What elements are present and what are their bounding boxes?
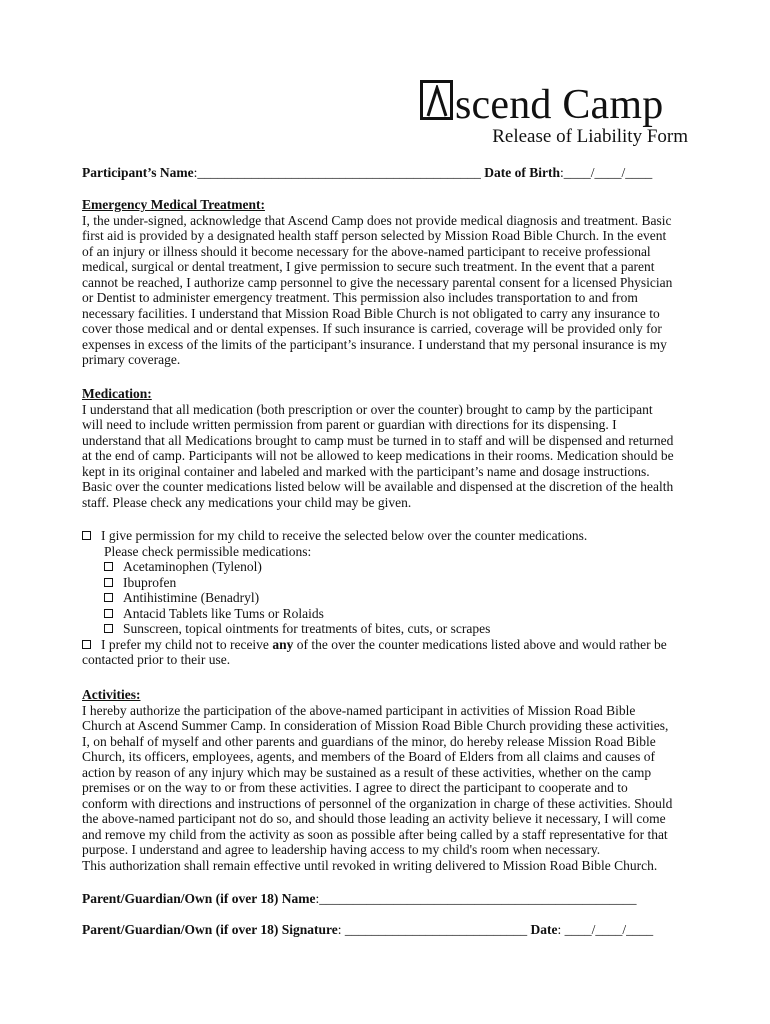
medication-line: understand that all Medications brought to camp must be turned in to staff and will be dispensed and returned xyxy=(82,432,674,448)
guardian-signature-label: Parent/Guardian/Own (if over 18) Signature xyxy=(82,922,338,937)
guardian-name-label: Parent/Guardian/Own (if over 18) Name xyxy=(82,891,316,906)
emergency-line: of an injury or illness should it become necessary for the above-named participant to receive professional xyxy=(82,243,651,259)
emergency-section xyxy=(82,197,692,368)
refuse-emphasis: any xyxy=(272,636,294,652)
antihistimine-checkbox[interactable] xyxy=(104,593,113,602)
refuse-text-start: I prefer my child not to receive xyxy=(101,636,273,652)
medication-line: at the end of camp. Participants will not be allowed to keep medications in their rooms. Medication should be xyxy=(82,448,674,463)
medication-line: will need to include written permission from parent or guardian with directions for its dispensing. I xyxy=(82,417,617,432)
medication-item xyxy=(82,621,692,637)
emergency-line: cover those medical and or dental expenses. If such insurance is carried, coverage will be provided only for xyxy=(82,321,662,336)
ascend-camp-logo xyxy=(420,74,663,126)
medication-heading: Medication: xyxy=(82,386,152,401)
medication-item-label: Antacid Tablets like Tums or Rolaids xyxy=(123,605,324,621)
medication-item-label: Sunscreen, topical ointments for treatments of bites, cuts, or scrapes xyxy=(123,621,491,636)
antacid-checkbox[interactable] xyxy=(104,609,113,618)
emergency-line: first aid is provided by a designated health staff person selected by Mission Road Bible Church. In the event xyxy=(82,228,667,243)
activities-line: Church at Ascend Summer Camp. In consideration of Mission Road Bible Church providing these activities, xyxy=(82,718,669,733)
permission-checkbox[interactable] xyxy=(82,531,91,540)
medication-item-label: Ibuprofen xyxy=(123,574,177,590)
medication-section xyxy=(82,386,692,510)
sunscreen-checkbox[interactable] xyxy=(104,624,113,633)
activities-line: I, on behalf of myself and other parents and guardians of the minor, do hereby release Mission Road Bible xyxy=(82,733,656,749)
acetaminophen-checkbox[interactable] xyxy=(104,562,113,571)
activities-line: conform with directions and instructions of personnel of the organization in charge of these activities. Should xyxy=(82,795,673,811)
medication-line: I understand that all medication (both prescription or over the counter) brought to camp by the participant xyxy=(82,401,653,417)
check-prompt: Please check permissible medications: xyxy=(104,543,312,559)
medication-item xyxy=(82,575,692,591)
medication-line: kept in its original container and labeled and marked with the participant’s name and dosage instructions. xyxy=(82,463,650,479)
medication-item-label: Antihistimine (Benadryl) xyxy=(123,590,260,605)
activities-line: and remove my child from the activity as soon as possible after being called by a staff representative for that xyxy=(82,826,668,842)
dob-label: Date of Birth xyxy=(484,165,560,180)
emergency-heading: Emergency Medical Treatment: xyxy=(82,197,265,212)
triangle-logo-icon xyxy=(420,80,453,120)
guardian-signature-field[interactable]: : ___________________________ xyxy=(337,922,531,937)
guardian-name-line xyxy=(82,891,692,907)
refuse-line-2: contacted prior to their use. xyxy=(82,652,231,667)
participant-name-label: Participant’s Name xyxy=(82,165,194,180)
medication-options xyxy=(82,528,692,668)
dob-field[interactable]: :____/____/____ xyxy=(559,165,653,180)
emergency-line: cannot be reached, I authorize camp personnel to give the necessary parental consent for a licensed Physician xyxy=(82,274,673,290)
medication-item xyxy=(82,559,692,575)
activities-line: This authorization shall remain effective until revoked in writing delivered to Mission Road Bible Church. xyxy=(82,857,658,873)
emergency-line: primary coverage. xyxy=(82,352,181,367)
refuse-checkbox[interactable] xyxy=(82,640,91,649)
activities-line: action by reason of any injury which may be sustained as a result of these activities, whether on the camp xyxy=(82,764,652,780)
ibuprofen-checkbox[interactable] xyxy=(104,578,113,587)
logo-text: scend Camp xyxy=(455,82,664,128)
emergency-line: I, the under-signed, acknowledge that Ascend Camp does not provide medical diagnosis and treatment. Basic xyxy=(82,212,672,228)
permission-option-label: I give permission for my child to receive the selected below over the counter medications. xyxy=(101,528,588,543)
activities-line: I hereby authorize the participation of the above-named participant in activities of Mission Road Bible xyxy=(82,702,636,718)
form-subtitle: Release of Liability Form xyxy=(492,126,688,147)
medication-item xyxy=(82,606,692,622)
emergency-line: expenses in excess of the limits of the participant’s insurance. I understand that my personal insurance is my xyxy=(82,336,667,352)
activities-line: premises or on the way to or from these activities. I agree to direct the participant to cooperate and to xyxy=(82,780,628,795)
activities-line: purpose. I understand and agree to leadership having access to my child's room when necessary. xyxy=(82,842,601,857)
guardian-date-field[interactable]: : ____/____/____ xyxy=(557,922,654,937)
guardian-signature-line xyxy=(82,922,692,938)
participant-line xyxy=(82,165,692,181)
emergency-line: or Dentist to administer emergency treatment. This permission also includes transportation to and from xyxy=(82,290,638,305)
guardian-date-label: Date xyxy=(530,922,558,937)
medication-item xyxy=(82,590,692,606)
activities-heading: Activities: xyxy=(82,687,141,702)
medication-item-label: Acetaminophen (Tylenol) xyxy=(123,559,262,574)
activities-section xyxy=(82,687,692,873)
refuse-text-end: of the over the counter medications listed above and would rather be xyxy=(293,636,667,652)
participant-name-field[interactable]: :__________________________________________ xyxy=(193,165,481,180)
activities-line: the above-named participant not do so, and should those leading an activity believe it necessary, I will come xyxy=(82,811,666,826)
guardian-name-field[interactable]: :_______________________________________________ xyxy=(315,891,637,906)
emergency-line: medical, surgical or dental treatment, I give permission to secure such treatment. In the event that a parent xyxy=(82,259,655,274)
emergency-line: necessary facilities. I understand that Mission Road Bible Church is not obligated to carry any insurance to xyxy=(82,305,660,321)
medication-line: Basic over the counter medications listed below will be available and dispensed at the discretion of the health xyxy=(82,479,674,494)
activities-line: Church, its officers, employees, agents, and members of the Board of Elders from all claims and causes of xyxy=(82,749,655,764)
medication-line: staff. Please check any medications your child may be given. xyxy=(82,494,412,510)
